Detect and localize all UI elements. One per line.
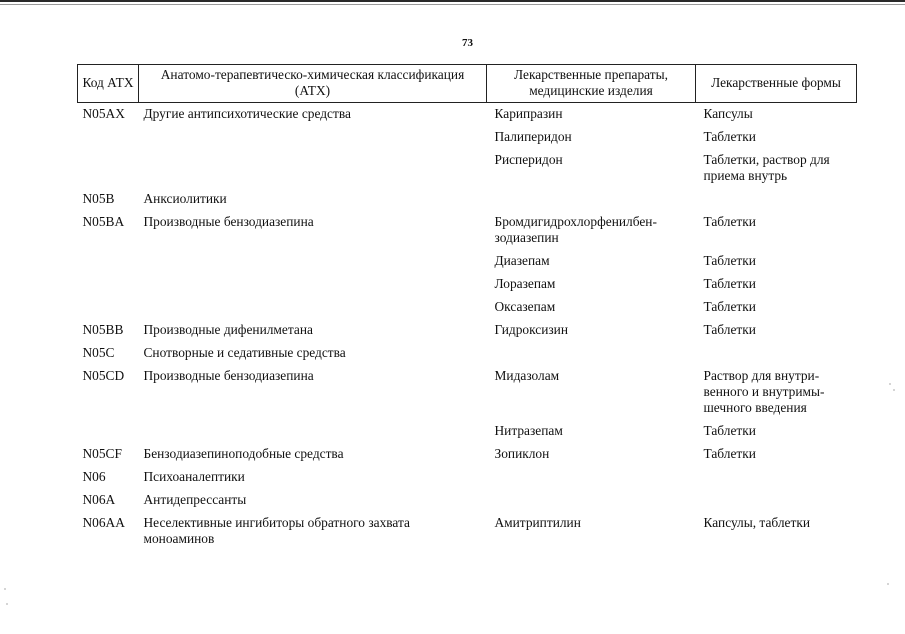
classification-cell: Производные бензодиазепина [143, 214, 314, 229]
form-cell: Таблетки [703, 423, 756, 438]
form-cell: Таблетки [703, 276, 756, 291]
classification-cell: Анксиолитики [143, 191, 227, 206]
form-cell [696, 489, 857, 512]
top-border-line [0, 0, 905, 2]
scan-speck [6, 603, 8, 605]
classification-cell: Психоаналептики [143, 469, 245, 484]
classification-cell: Производные бензодиазепина [143, 368, 314, 383]
table-row [78, 126, 857, 149]
classification-cell [139, 126, 487, 149]
drug-cell: Зопиклон [494, 446, 550, 461]
atx-code-cell [78, 273, 139, 296]
atx-code-cell: N05CD [82, 368, 125, 383]
table-row [78, 273, 857, 296]
atx-code-cell: N05AX [82, 106, 125, 121]
table-row [78, 211, 857, 250]
top-border-line-thin [0, 4, 905, 5]
drug-cell: Бромдигидрохлорфенилбен-зодиазепин [494, 214, 657, 245]
scan-speck [889, 383, 891, 385]
atx-table [77, 64, 857, 551]
table-row [78, 365, 857, 420]
atx-code-cell [78, 126, 139, 149]
atx-code-cell: N05B [82, 191, 115, 206]
form-cell: Таблетки [703, 129, 756, 144]
form-cell: Таблетки, раствор для приема внутрь [703, 152, 830, 183]
drug-cell [487, 466, 696, 489]
header-code: Код АТХ [78, 65, 139, 103]
drug-cell [487, 188, 696, 211]
classification-cell: Снотворные и седативные средства [143, 345, 346, 360]
form-cell: Таблетки [703, 214, 756, 229]
classification-cell [139, 149, 487, 188]
drug-cell: Мидазолам [494, 368, 560, 383]
table-body [78, 103, 857, 552]
classification-cell: Антидепрессанты [143, 492, 247, 507]
classification-cell [139, 420, 487, 443]
form-cell [696, 466, 857, 489]
form-cell: Капсулы, таблетки [703, 515, 811, 530]
classification-cell: Производные дифенилметана [143, 322, 313, 337]
form-cell: Таблетки [703, 322, 756, 337]
drug-cell: Нитразепам [494, 423, 563, 438]
header-drugs: Лекарственные препараты, медицинские изделия [487, 65, 696, 103]
drug-cell: Лоразепам [494, 276, 556, 291]
classification-cell [139, 250, 487, 273]
drug-cell: Диазепам [494, 253, 550, 268]
scan-speck [893, 389, 895, 391]
atx-code-cell [78, 149, 139, 188]
table-row [78, 188, 857, 211]
atx-code-cell [78, 296, 139, 319]
form-cell: Капсулы [703, 106, 753, 121]
classification-cell: Бензодиазепиноподобные средства [143, 446, 344, 461]
table-row [78, 489, 857, 512]
atx-code-cell [78, 250, 139, 273]
table-row [78, 149, 857, 188]
header-forms: Лекарственные формы [696, 65, 857, 103]
atx-code-cell: N05CF [82, 446, 122, 461]
atx-code-cell: N05BA [82, 214, 125, 229]
atx-code-cell: N05BB [82, 322, 124, 337]
drug-cell: Гидроксизин [494, 322, 569, 337]
table-row [78, 319, 857, 342]
classification-cell: Неселективные ингибиторы обратного захвата моноаминов [143, 515, 410, 546]
page-number: 73 [462, 37, 473, 49]
drug-cell: Амитриптилин [494, 515, 581, 530]
form-cell: Раствор для внутри-венного и внутримы-шечного введения [703, 368, 825, 415]
header-classification: Анатомо-терапевтическо-химическая классификация (АТХ) [139, 65, 487, 103]
atx-code-cell: N06 [82, 469, 106, 484]
drug-cell: Карипразин [494, 106, 563, 121]
drug-cell: Оксазепам [494, 299, 556, 314]
table-row [78, 466, 857, 489]
atx-code-cell: N06A [82, 492, 116, 507]
atx-code-cell: N05C [82, 345, 115, 360]
table-row [78, 342, 857, 365]
form-cell [696, 342, 857, 365]
table-row [78, 296, 857, 319]
atx-code-cell: N06AA [82, 515, 125, 530]
form-cell: Таблетки [703, 253, 756, 268]
form-cell [696, 188, 857, 211]
classification-cell [139, 296, 487, 319]
drug-cell: Рисперидон [494, 152, 563, 167]
drug-cell: Палиперидон [494, 129, 572, 144]
form-cell: Таблетки [703, 446, 756, 461]
header-row [78, 65, 857, 103]
scan-speck [887, 583, 889, 585]
drug-cell [487, 342, 696, 365]
drug-cell [487, 489, 696, 512]
table-row [78, 512, 857, 551]
table-row [78, 420, 857, 443]
table-row [78, 103, 857, 127]
classification-cell [139, 273, 487, 296]
scan-speck [4, 588, 6, 590]
table-row [78, 443, 857, 466]
table-row [78, 250, 857, 273]
classification-cell: Другие антипсихотические средства [143, 106, 351, 121]
form-cell: Таблетки [703, 299, 756, 314]
atx-code-cell [78, 420, 139, 443]
table-header [78, 65, 857, 103]
